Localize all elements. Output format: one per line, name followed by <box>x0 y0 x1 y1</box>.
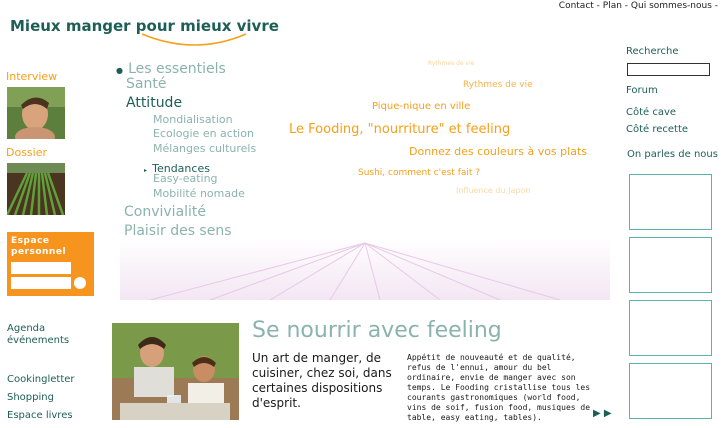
plan-link[interactable]: Plan <box>602 1 622 11</box>
logo-swoosh-icon <box>140 30 250 50</box>
site-logo[interactable]: Mieux manger pour mieux vivre <box>10 17 279 35</box>
search-input[interactable] <box>627 63 710 76</box>
interview-image[interactable] <box>7 87 65 139</box>
bullet-icon: ● <box>116 66 123 75</box>
menu-sante[interactable]: Santé <box>126 76 167 92</box>
menu-plaisir[interactable]: Plaisir des sens <box>124 223 232 239</box>
shopping-link[interactable]: Shopping <box>7 392 54 403</box>
nav-separator: - <box>621 1 631 11</box>
cote-cave-link[interactable]: Côté cave <box>626 107 677 118</box>
submenu-mobilite[interactable]: Mobilité nomade <box>153 187 245 200</box>
nav-separator: - <box>711 1 718 11</box>
cote-recette-link[interactable]: Côté recette <box>626 124 689 135</box>
cookingletter-link[interactable]: Cookingletter <box>7 374 75 385</box>
submenu-melanges[interactable]: Mélanges culturels <box>153 142 257 155</box>
feature-image[interactable] <box>112 323 239 420</box>
submenu-easy-eating[interactable]: Easy-eating <box>153 172 218 185</box>
read-more-arrow-icon[interactable]: ▶ ▶ <box>593 408 612 419</box>
forum-link[interactable]: Forum <box>626 85 658 96</box>
nav-separator: - <box>593 1 603 11</box>
press-link[interactable]: On parles de nous <box>627 149 718 160</box>
topic-rythmes-small[interactable]: Rythmes de vie <box>428 60 475 67</box>
topic-rythmes[interactable]: Rythmes de vie <box>463 80 533 90</box>
field-background-image <box>120 238 610 300</box>
topic-couleurs[interactable]: Donnez des couleurs à vos plats <box>409 145 587 158</box>
login-field[interactable] <box>11 262 71 274</box>
dossier-label[interactable]: Dossier <box>6 146 48 159</box>
topic-japon[interactable]: Influence du Japon <box>456 186 531 195</box>
espace-livres-link[interactable]: Espace livres <box>7 410 73 421</box>
top-nav <box>559 1 718 11</box>
feature-title[interactable]: Se nourrir avec feeling <box>252 318 502 343</box>
submenu-mondialisation[interactable]: Mondialisation <box>153 113 233 126</box>
interview-label[interactable]: Interview <box>6 70 58 83</box>
feature-subtitle: Un art de manger, de cuisiner, chez soi, dans certaines dispositions d'esprit. <box>252 351 392 410</box>
menu-essentiels[interactable]: ● Les essentiels <box>116 61 226 77</box>
press-box-1[interactable] <box>629 174 712 230</box>
search-label: Recherche <box>626 46 679 57</box>
press-box-3[interactable] <box>629 300 712 356</box>
submenu-ecologie[interactable]: Ecologie en action <box>153 127 254 140</box>
press-box-2[interactable] <box>629 237 712 293</box>
agenda-link[interactable]: Agenda événements <box>7 323 70 346</box>
personal-space-panel <box>7 232 94 296</box>
press-box-4[interactable] <box>629 363 712 419</box>
contact-link[interactable]: Contact <box>558 1 594 11</box>
menu-attitude[interactable]: Attitude <box>126 95 183 111</box>
topic-pique-nique[interactable]: Pique-nique en ville <box>372 101 471 112</box>
dossier-image[interactable] <box>7 163 65 215</box>
login-submit-button[interactable] <box>74 277 86 289</box>
menu-convivialite[interactable]: Convivialité <box>124 204 207 220</box>
feature-body: Appétit de nouveauté et de qualité, refus de l'ennui, amour du bel ordinaire, envie de manger avec son temps. Le Fooding cristallise tous les courants gastronomiques (world food, vins de soif, fusion food, musiques de table, easy eating, tables). <box>407 353 591 422</box>
about-link[interactable]: Qui sommes-nous <box>630 1 712 11</box>
submenu-tendances[interactable]: ▸ Tendances <box>144 162 210 175</box>
personal-space-title: Espace personnel <box>11 236 67 257</box>
password-field[interactable] <box>11 277 71 289</box>
topic-fooding[interactable]: Le Fooding, "nourriture" et feeling <box>289 122 511 137</box>
arrow-bullet-icon: ▸ <box>144 167 148 174</box>
topic-sushi[interactable]: Sushi, comment c'est fait ? <box>358 168 481 178</box>
